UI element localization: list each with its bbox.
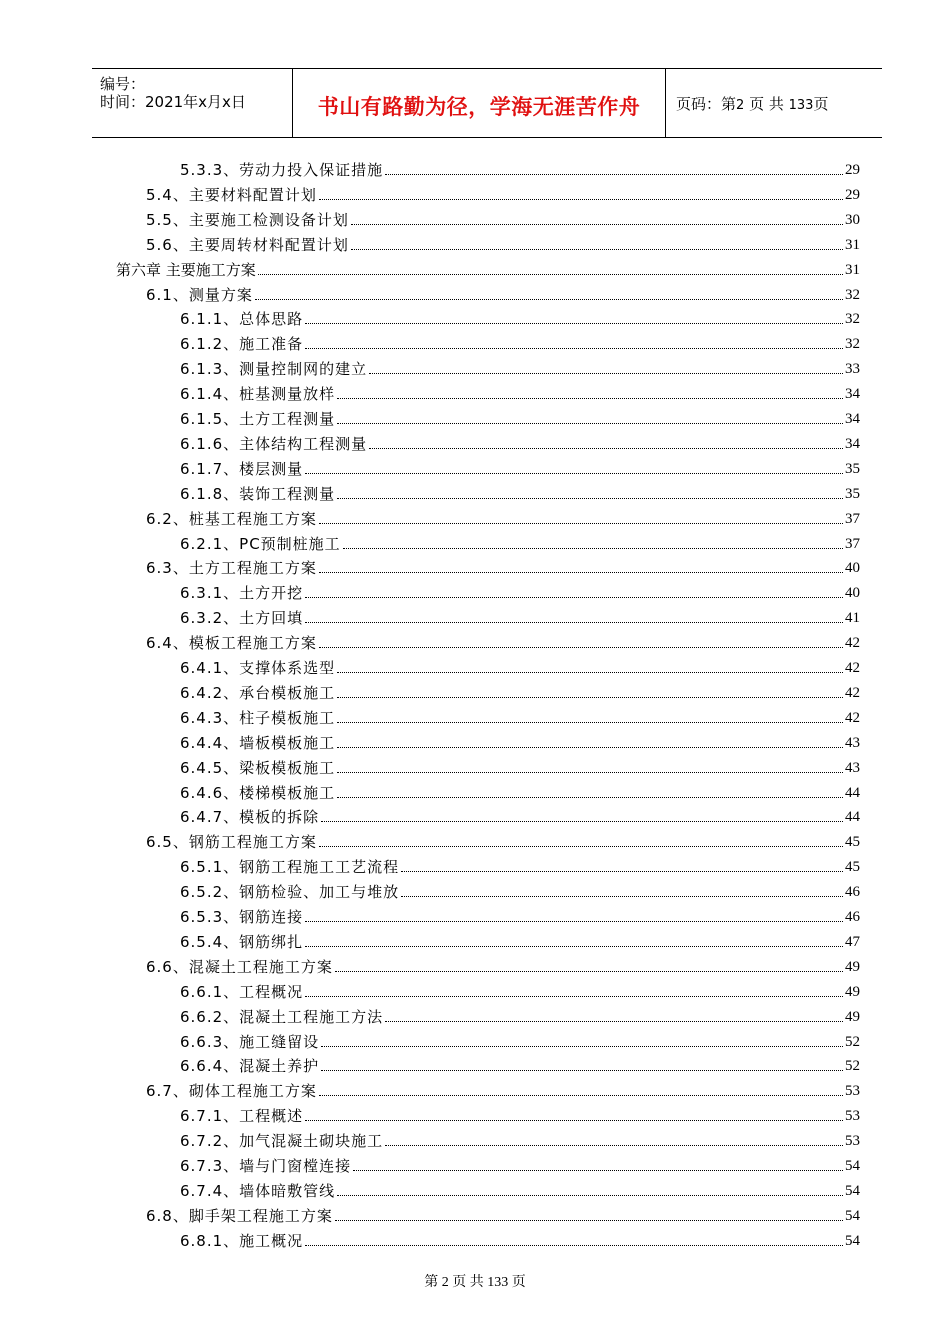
toc-entry-page: 53 — [845, 1108, 860, 1125]
toc-leader-dots — [321, 1069, 843, 1071]
toc-entry[interactable] — [180, 706, 860, 730]
toc-leader-dots — [369, 447, 843, 449]
toc-entry[interactable] — [180, 457, 860, 481]
toc-entry-page: 42 — [845, 684, 860, 701]
toc-entry-title: 6.1、测量方案 — [146, 285, 253, 304]
toc-entry-title: 6.6.4、混凝土养护 — [180, 1057, 320, 1076]
toc-entry[interactable] — [180, 980, 860, 1004]
toc-entry-page: 32 — [845, 336, 860, 353]
toc-leader-dots — [305, 945, 843, 947]
toc-leader-dots — [337, 671, 843, 673]
toc-entry-title: 6.6、混凝土工程施工方案 — [146, 957, 333, 976]
toc-entry[interactable] — [180, 930, 860, 954]
toc-entry-title: 5.4、主要材料配置计划 — [146, 185, 317, 204]
toc-entry-page: 33 — [845, 361, 860, 378]
toc-leader-dots — [258, 273, 843, 275]
toc-leader-dots — [319, 845, 843, 847]
toc-entry-page: 52 — [845, 1033, 860, 1050]
toc-entry-page: 35 — [845, 460, 860, 477]
toc-entry[interactable] — [180, 1104, 860, 1128]
toc-entry[interactable] — [146, 507, 860, 531]
toc-entry[interactable] — [180, 656, 860, 680]
toc-entry-page: 49 — [845, 983, 860, 1000]
toc-entry-page: 37 — [845, 535, 860, 552]
toc-entry[interactable] — [146, 631, 860, 655]
toc-entry[interactable] — [180, 805, 860, 829]
toc-entry-title: 6.6.2、混凝土工程施工方法 — [180, 1007, 384, 1026]
toc-entry-title: 6.1.3、测量控制网的建立 — [180, 360, 368, 379]
toc-entry[interactable] — [180, 855, 860, 879]
toc-entry[interactable] — [146, 830, 860, 854]
toc-leader-dots — [337, 721, 843, 723]
toc-entry-title: 6.1.7、楼层测量 — [180, 459, 304, 478]
toc-entry-title: 6.7、砌体工程施工方案 — [146, 1082, 317, 1101]
toc-entry-page: 54 — [845, 1207, 860, 1224]
toc-leader-dots — [319, 646, 843, 648]
toc-entry[interactable] — [146, 183, 860, 207]
toc-entry-page: 47 — [845, 933, 860, 950]
toc-leader-dots — [337, 796, 843, 798]
toc-entry[interactable] — [180, 756, 860, 780]
toc-entry-page: 31 — [845, 261, 860, 278]
toc-leader-dots — [305, 347, 843, 349]
toc-entry-title: 6.2、桩基工程施工方案 — [146, 509, 317, 528]
toc-entry[interactable] — [180, 432, 860, 456]
toc-entry-title: 6.4.5、梁板模板施工 — [180, 758, 336, 777]
toc-entry-page: 45 — [845, 834, 860, 851]
header-page-cell — [666, 69, 882, 137]
page-label: 页码：第 — [676, 95, 737, 113]
toc-entry-page: 43 — [845, 734, 860, 751]
toc-entry-title: 5.5、主要施工检测设备计划 — [146, 210, 349, 229]
toc-entry-page: 34 — [845, 386, 860, 403]
toc-entry[interactable] — [180, 407, 860, 431]
toc-entry[interactable] — [180, 880, 860, 904]
toc-entry[interactable] — [180, 1054, 860, 1078]
toc-leader-dots — [353, 1169, 843, 1171]
toc-entry-page: 43 — [845, 759, 860, 776]
toc-leader-dots — [337, 497, 843, 499]
toc-entry-title: 6.8、脚手架工程施工方案 — [146, 1206, 333, 1225]
toc-leader-dots — [319, 1094, 843, 1096]
toc-entry-title: 6.1.2、施工准备 — [180, 335, 304, 354]
toc-entry[interactable] — [180, 1129, 860, 1153]
toc-entry-title: 6.4.1、支撑体系选型 — [180, 659, 336, 677]
toc-entry-page: 34 — [845, 435, 860, 452]
toc-entry-title: 6.5.4、钢筋绑扎 — [180, 932, 304, 951]
page-mid-label: 页 共 — [749, 95, 784, 113]
toc-entry-title: 6.4、模板工程施工方案 — [146, 634, 317, 653]
toc-leader-dots — [319, 522, 843, 524]
toc-entry[interactable] — [180, 482, 860, 506]
toc-entry-page: 42 — [845, 660, 860, 676]
toc-entry[interactable] — [180, 532, 860, 556]
toc-entry[interactable] — [146, 283, 860, 307]
toc-leader-dots — [305, 995, 843, 997]
toc-entry-page: 54 — [845, 1182, 860, 1199]
toc-entry[interactable] — [180, 357, 860, 381]
toc-leader-dots — [305, 596, 843, 598]
toc-entry[interactable] — [180, 1229, 860, 1253]
toc-entry-page: 52 — [845, 1058, 860, 1075]
toc-entry-page: 41 — [845, 610, 860, 627]
toc-entry-page: 34 — [845, 411, 860, 427]
toc-entry-page: 44 — [845, 784, 860, 801]
toc-entry-title: 6.4.4、墙板模板施工 — [180, 733, 336, 752]
toc-entry-page: 42 — [845, 709, 860, 726]
toc-entry-page: 37 — [845, 510, 860, 527]
toc-entry-page: 49 — [845, 1008, 860, 1025]
toc-entry[interactable] — [146, 1079, 860, 1103]
toc-entry-title: 6.5.2、钢筋检验、加工与堆放 — [180, 883, 400, 902]
toc-entry[interactable] — [146, 233, 860, 257]
toc-entry[interactable] — [180, 382, 860, 406]
toc-entry-title: 第六章 主要施工方案 — [116, 260, 256, 279]
toc-entry-title: 6.1.4、桩基测量放样 — [180, 385, 336, 404]
toc-entry[interactable] — [180, 581, 860, 605]
page-footer: 第 2 页 共 133 页 — [424, 1275, 526, 1290]
toc-leader-dots — [401, 895, 843, 897]
toc-leader-dots — [337, 771, 843, 773]
toc-leader-dots — [321, 1045, 843, 1047]
toc-leader-dots — [343, 547, 843, 549]
toc-entry-title: 6.6.1、工程概况 — [180, 982, 304, 1001]
toc-entry-page: 46 — [845, 909, 860, 925]
toc-entry-title: 6.7.4、墙体暗敷管线 — [180, 1181, 336, 1200]
toc-entry-page: 35 — [845, 485, 860, 502]
page-number: 2 — [736, 98, 745, 113]
toc-entry-page: 32 — [845, 311, 860, 328]
toc-entry-title: 6.6.3、施工缝留设 — [180, 1032, 320, 1051]
toc-leader-dots — [337, 397, 843, 399]
header-motto: 书山有路勤为径，学海无涯苦作舟 — [317, 95, 641, 119]
toc-entry-title: 6.5、钢筋工程施工方案 — [146, 833, 317, 852]
toc-entry-title: 6.5.3、钢筋连接 — [180, 908, 304, 926]
toc-entry-title: 6.3.2、土方回填 — [180, 609, 304, 628]
toc-entry-page: 29 — [845, 162, 860, 178]
toc-entry-page: 45 — [845, 859, 860, 876]
toc-leader-dots — [335, 1219, 843, 1221]
toc-entry-title: 6.3、土方工程施工方案 — [146, 559, 317, 578]
toc-entry-title: 6.3.1、土方开挖 — [180, 584, 304, 603]
toc-leader-dots — [337, 1194, 843, 1196]
toc-entry[interactable] — [146, 1204, 860, 1228]
toc-leader-dots — [337, 746, 843, 748]
toc-leader-dots — [321, 820, 843, 822]
toc-leader-dots — [337, 422, 843, 424]
toc-entry-title: 5.3.3、劳动力投入保证措施 — [180, 161, 384, 179]
toc-entry-page: 54 — [845, 1158, 860, 1174]
toc-entry[interactable] — [180, 1030, 860, 1054]
toc-entry[interactable] — [180, 606, 860, 630]
toc-entry[interactable] — [146, 208, 860, 232]
toc-leader-dots — [305, 1119, 843, 1121]
toc-leader-dots — [305, 920, 843, 922]
document-time-label: 时间：2021年x月x日 — [100, 93, 246, 111]
toc-entry-title: 6.4.3、柱子模板施工 — [180, 708, 336, 727]
header-motto-cell — [293, 69, 666, 137]
page-total: 133 — [788, 98, 814, 113]
page-header — [92, 68, 882, 138]
toc-leader-dots — [305, 472, 843, 474]
toc-entry[interactable] — [180, 1154, 860, 1178]
toc-leader-dots — [255, 298, 843, 300]
toc-leader-dots — [369, 372, 843, 374]
toc-leader-dots — [385, 1144, 843, 1146]
toc-entry-page: 29 — [845, 186, 860, 203]
toc-entry[interactable] — [180, 307, 860, 331]
toc-entry-page: 54 — [845, 1232, 860, 1249]
toc-entry[interactable] — [146, 955, 860, 979]
toc-entry-title: 6.8.1、施工概况 — [180, 1231, 304, 1250]
toc-entry-title: 6.1.6、主体结构工程测量 — [180, 434, 368, 453]
toc-leader-dots — [401, 870, 843, 872]
toc-entry[interactable] — [180, 158, 860, 182]
toc-leader-dots — [385, 1020, 843, 1022]
toc-entry-title: 6.7.3、墙与门窗樘连接 — [180, 1157, 352, 1175]
toc-entry-title: 6.7.2、加气混凝土砌块施工 — [180, 1132, 384, 1151]
toc-leader-dots — [337, 696, 843, 698]
toc-entry-page: 53 — [845, 1083, 860, 1100]
header-page-indicator — [676, 93, 828, 114]
toc-entry-title: 6.4.2、承台模板施工 — [180, 683, 336, 702]
toc-entry-page: 42 — [845, 635, 860, 652]
toc-entry-page: 40 — [845, 585, 860, 602]
toc-entry-title: 6.2.1、PC预制桩施工 — [180, 534, 341, 553]
toc-leader-dots — [305, 322, 843, 324]
toc-entry[interactable] — [180, 681, 860, 705]
toc-entry[interactable] — [180, 332, 860, 356]
toc-entry-page: 49 — [845, 958, 860, 975]
toc-leader-dots — [385, 173, 843, 175]
toc-entry-page: 32 — [845, 286, 860, 303]
toc-leader-dots — [305, 621, 843, 623]
toc-entry-title: 6.1.1、总体思路 — [180, 310, 304, 329]
toc-entry-title: 5.6、主要周转材料配置计划 — [146, 235, 349, 254]
document-number-label: 编号： — [100, 75, 146, 93]
toc-entry-title: 6.4.6、楼梯模板施工 — [180, 783, 336, 802]
toc-entry-page: 30 — [845, 211, 860, 228]
toc-entry[interactable] — [116, 258, 860, 282]
toc-leader-dots — [305, 1244, 843, 1246]
toc-entry[interactable] — [180, 1005, 860, 1029]
toc-leader-dots — [351, 223, 843, 225]
header-info-cell — [92, 69, 293, 137]
toc-entry-page: 31 — [845, 236, 860, 253]
page-end-label: 页 — [813, 95, 829, 113]
toc-leader-dots — [319, 571, 843, 573]
toc-leader-dots — [351, 248, 843, 250]
toc-entry[interactable] — [180, 781, 860, 805]
toc-entry-title: 6.5.1、钢筋工程施工工艺流程 — [180, 858, 400, 877]
toc-entry-page: 44 — [845, 809, 860, 826]
toc-entry[interactable] — [180, 731, 860, 755]
toc-entry-title: 6.7.1、工程概述 — [180, 1107, 304, 1126]
toc-entry[interactable] — [180, 905, 860, 929]
toc-leader-dots — [335, 970, 843, 972]
toc-entry[interactable] — [180, 1179, 860, 1203]
toc-entry-page: 46 — [845, 884, 860, 901]
toc-leader-dots — [319, 198, 843, 200]
toc-entry-title: 6.1.8、装饰工程测量 — [180, 484, 336, 503]
toc-entry[interactable] — [146, 556, 860, 580]
toc-entry-page: 53 — [845, 1133, 860, 1150]
toc-entry-page: 40 — [845, 560, 860, 577]
toc-entry-title: 6.1.5、土方工程测量 — [180, 410, 336, 428]
toc-entry-title: 6.4.7、模板的拆除 — [180, 808, 320, 827]
